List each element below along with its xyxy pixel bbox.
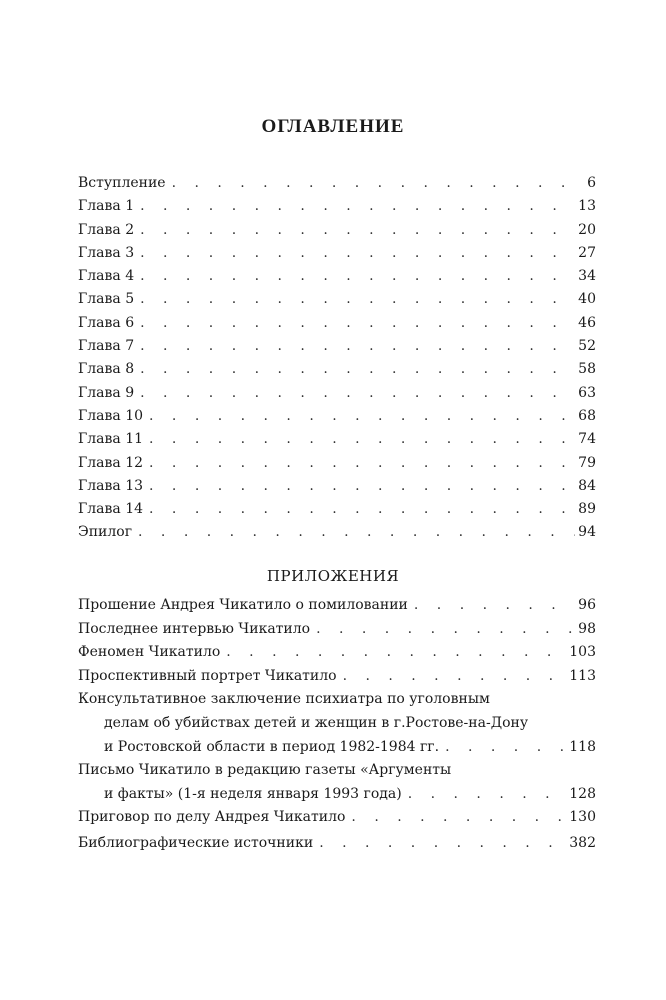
entry-page-number: 89 (578, 501, 596, 518)
entry-label: Приговор по делу Андрея Чикатило (78, 809, 346, 826)
entry-label: Последнее интервью Чикатило (78, 620, 311, 637)
toc-appendix-list (78, 594, 596, 830)
entry-page-number: 58 (578, 361, 596, 378)
toc-entry (78, 172, 596, 195)
toc-entry (78, 475, 596, 498)
toc-entry (78, 783, 596, 807)
entry-label: Глава 9 (78, 384, 135, 401)
toc-entry (78, 405, 596, 428)
entry-page-number: 74 (578, 431, 596, 448)
entry-label: Глава 8 (78, 361, 135, 378)
dot-leader (149, 498, 575, 521)
entry-page-number: 27 (578, 244, 596, 261)
toc-entry (78, 242, 596, 265)
dot-leader (149, 452, 575, 475)
multiline-entry-line: Консультативное заключение психиатра по уголовным (78, 691, 490, 708)
toc-entry (78, 736, 596, 760)
toc-entry (78, 219, 596, 242)
entry-page-number: 84 (578, 477, 596, 494)
entry-page-number: 46 (578, 314, 596, 331)
entry-page-number: 68 (578, 407, 596, 424)
bibliography-entry-wrap (78, 832, 596, 855)
toc-entry (78, 452, 596, 475)
dot-leader (140, 335, 575, 358)
multiline-entry-line: делам об убийствах детей и женщин в г.Ростове-на-Дону (104, 714, 529, 731)
toc-entry (78, 521, 596, 544)
toc-entry (78, 335, 596, 358)
dot-leader (140, 312, 575, 335)
entry-page-number: 113 (569, 667, 596, 684)
entry-label: Прошение Андрея Чикатило о помиловании (78, 597, 408, 613)
toc-entry (78, 288, 596, 311)
entry-label: Проспективный портрет Чикатило (78, 667, 337, 684)
dot-leader (140, 358, 575, 381)
entry-page-number: 94 (578, 524, 596, 541)
toc-entry (78, 665, 596, 689)
entry-label: Глава 6 (78, 314, 135, 331)
toc-entry (78, 806, 596, 830)
toc-entry (78, 641, 596, 665)
toc-entry (78, 358, 596, 381)
dot-leader (140, 265, 575, 288)
dot-leader (140, 288, 575, 311)
entry-page-number: 118 (569, 738, 596, 755)
entry-page-number: 63 (578, 384, 596, 401)
dot-leader (149, 405, 575, 428)
toc-entry (78, 382, 596, 405)
toc-entry (78, 195, 596, 218)
dot-leader (445, 736, 566, 760)
dot-leader (408, 783, 567, 807)
dot-leader (138, 521, 575, 544)
entry-page-number: 13 (578, 198, 596, 215)
toc-entry (78, 265, 596, 288)
entry-label: Глава 1 (78, 198, 135, 215)
toc-entry (78, 618, 596, 642)
entry-label: и Ростовской области в период 1982-1984 гг. (104, 738, 440, 755)
toc-entry (78, 832, 596, 855)
entry-label: и факты» (1-я неделя января 1993 года) (104, 785, 402, 802)
dot-leader (140, 195, 575, 218)
entry-page-number: 96 (578, 597, 596, 613)
entry-page-number: 40 (578, 291, 596, 308)
entry-label: Глава 5 (78, 291, 135, 308)
entry-page-number: 103 (569, 644, 596, 661)
dot-leader (149, 428, 575, 451)
entry-page-number: 52 (578, 338, 596, 355)
entry-page-number: 98 (578, 620, 596, 637)
dot-leader (140, 219, 575, 242)
dot-leader (319, 832, 566, 855)
entry-page-number: 20 (578, 221, 596, 238)
entry-label: Глава 3 (78, 244, 135, 261)
entry-label: Глава 11 (78, 431, 144, 448)
dot-leader (172, 172, 585, 195)
dot-leader (414, 594, 575, 618)
entry-label: Глава 13 (78, 477, 144, 494)
entry-label: Глава 12 (78, 454, 144, 471)
dot-leader (351, 806, 566, 830)
toc-entry (78, 594, 596, 618)
entry-label: Эпилог (78, 524, 133, 541)
entry-label: Глава 2 (78, 221, 135, 238)
entry-page-number: 6 (587, 175, 596, 191)
toc-entry (78, 312, 596, 335)
multiline-entry-line: Письмо Чикатило в редакцию газеты «Аргументы (78, 762, 452, 779)
entry-page-number: 128 (569, 785, 596, 802)
dot-leader (343, 665, 567, 689)
toc-entry (78, 498, 596, 521)
entry-page-number: 79 (578, 454, 596, 471)
entry-page-number: 130 (569, 809, 596, 826)
toc-chapters-list (78, 172, 596, 545)
entry-label: Глава 10 (78, 407, 144, 424)
dot-leader (140, 382, 575, 405)
entry-page-number: 382 (569, 835, 596, 851)
entry-label: Библиографические источники (78, 835, 314, 851)
dot-leader (316, 618, 575, 642)
entry-label: Глава 4 (78, 268, 135, 285)
appendix-heading: ПРИЛОЖЕНИЯ (266, 567, 400, 585)
dot-leader (226, 641, 566, 665)
toc-title: ОГЛАВЛЕНИЕ (261, 116, 405, 137)
entry-page-number: 34 (578, 268, 596, 285)
dot-leader (149, 475, 575, 498)
entry-label: Глава 7 (78, 338, 135, 355)
entry-label: Феномен Чикатило (78, 644, 221, 661)
entry-label: Глава 14 (78, 501, 144, 518)
entry-label: Вступление (78, 175, 166, 191)
toc-entry (78, 428, 596, 451)
dot-leader (140, 242, 575, 265)
